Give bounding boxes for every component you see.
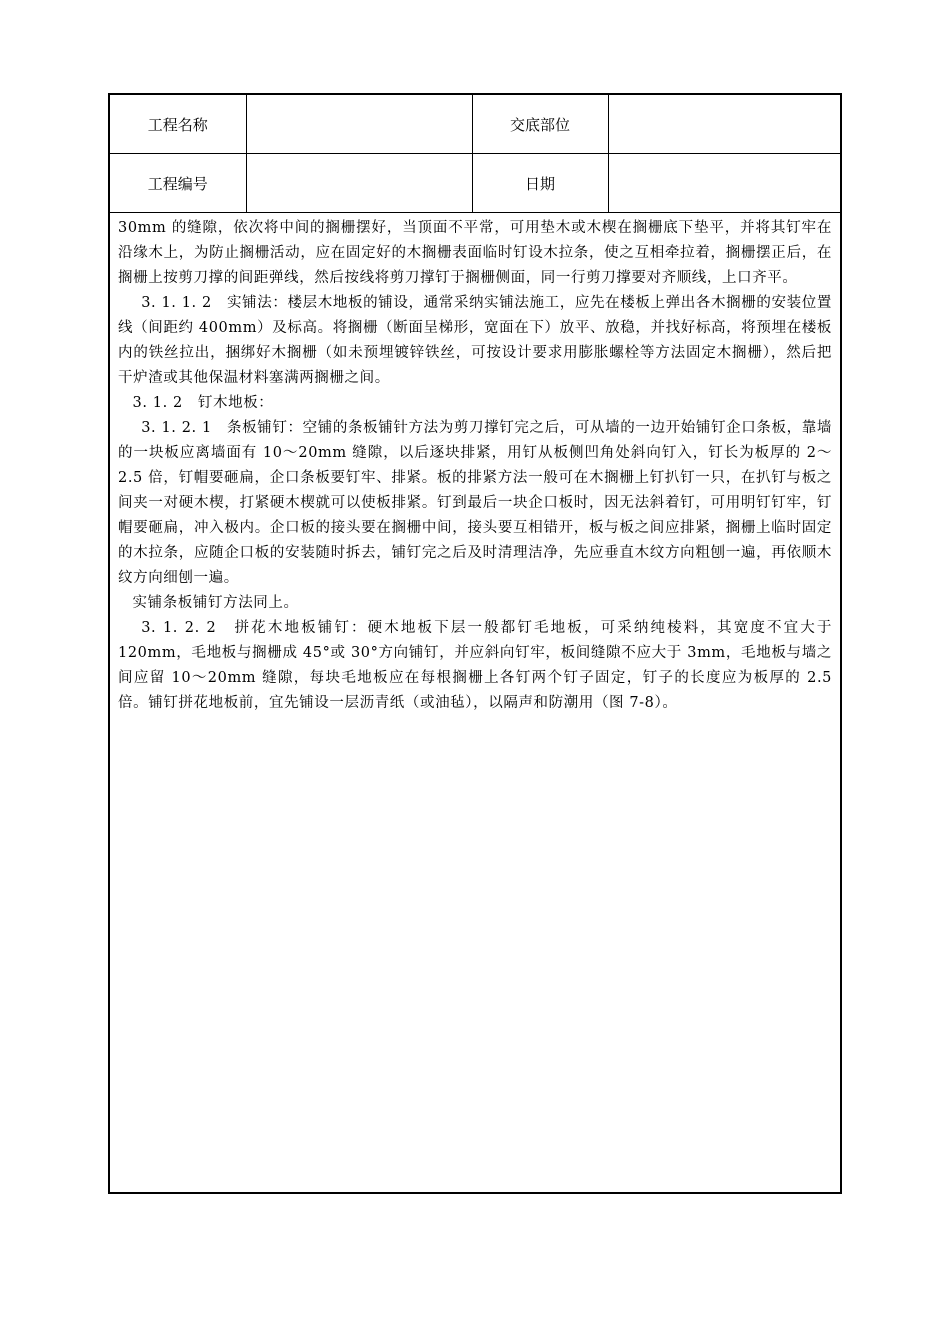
header-row-1 [110, 95, 840, 154]
project-no-value [246, 154, 472, 213]
paragraph-solid-laying: 实铺条板铺钉方法同上。 [132, 595, 299, 611]
header-row-2 [110, 154, 840, 213]
disclosure-content [110, 213, 840, 716]
location-label: 交底部位 [472, 95, 608, 154]
paragraph-3-1-2-1: 3. 1. 2. 1 条板铺钉：空铺的条板铺针方法为剪刀撑钉完之后，可从墙的一边开始铺钉企口条板，靠墙的一块板应离墙面有 10～20mm 缝隙，以后逐块排紧，用钉从板侧凹角处斜向钉入，钉长为板厚的 2～2.5 倍，钉帽要砸扁，企口条板要钉牢、排紧。板的排紧方法一般可在木搁栅上钉扒钉一只，在扒钉与板之间夹一对硬木楔，打紧硬木楔就可以使板排紧。钉到最后一块企口板时，因无法斜着钉，可用明钉钉牢，钉帽要砸扁，冲入极内。企口板的接头要在搁栅中间，接头要互相错开，板与板之间应排紧，搁栅上临时固定的木拉条，应随企口板的安装随时拆去，铺钉完之后及时清理洁净，先应垂直木纹方向粗刨一遍，再依顺木纹方向细刨一遍。 [118, 420, 832, 586]
header-table [110, 95, 840, 213]
disclosure-form [108, 93, 842, 1194]
project-no-label: 工程编号 [110, 154, 246, 213]
paragraph-3-1-2-2: 3. 1. 2. 2 拼花木地板铺钉：硬木地板下层一般都钉毛地板，可采纳纯棱料，其宽度不宜大于 120mm，毛地板与搁栅成 45°或 30°方向铺钉，并应斜向钉牢，板间缝隙不应大于 3mm，毛地板与墙之间应留 10～20mm 缝隙，每块毛地板应在每根搁栅上各钉两个钉子固定，钉子的长度应为板厚的 2.5 倍。铺钉拼花地板前，宜先铺设一层沥青纸（或油毡），以隔声和防潮用（图 7-8）。 [118, 620, 832, 711]
date-value [608, 154, 840, 213]
paragraph-continuation: 30mm 的缝隙，依次将中间的搁栅摆好，当顶面不平常，可用垫木或木楔在搁栅底下垫平，并将其钉牢在沿缘木上，为防止搁栅活动，应在固定好的木搁栅表面临时钉设木拉条，使之互相牵拉着，搁栅摆正后，在搁栅上按剪刀撑的间距弹线，然后按线将剪刀撑钉于搁栅侧面，同一行剪刀撑要对齐顺线，上口齐平。 [118, 220, 832, 286]
paragraph-3-1-1-2: 3. 1. 1. 2 实铺法：楼层木地板的铺设，通常采纳实铺法施工，应先在楼板上弹出各木搁栅的安装位置线（间距约 400mm）及标高。将搁栅（断面呈梯形，宽面在下）放平、放稳，并找好标高，将预埋在楼板内的铁丝拉出，捆绑好木搁栅（如未预埋镀锌铁丝，可按设计要求用膨胀螺栓等方法固定木搁栅），然后把干炉渣或其他保温材料塞满两搁栅之间。 [118, 295, 832, 386]
date-label: 日期 [472, 154, 608, 213]
project-name-label: 工程名称 [110, 95, 246, 154]
project-name-value [246, 95, 472, 154]
paragraph-3-1-2: 3. 1. 2 钉木地板： [132, 395, 274, 411]
location-value [608, 95, 840, 154]
